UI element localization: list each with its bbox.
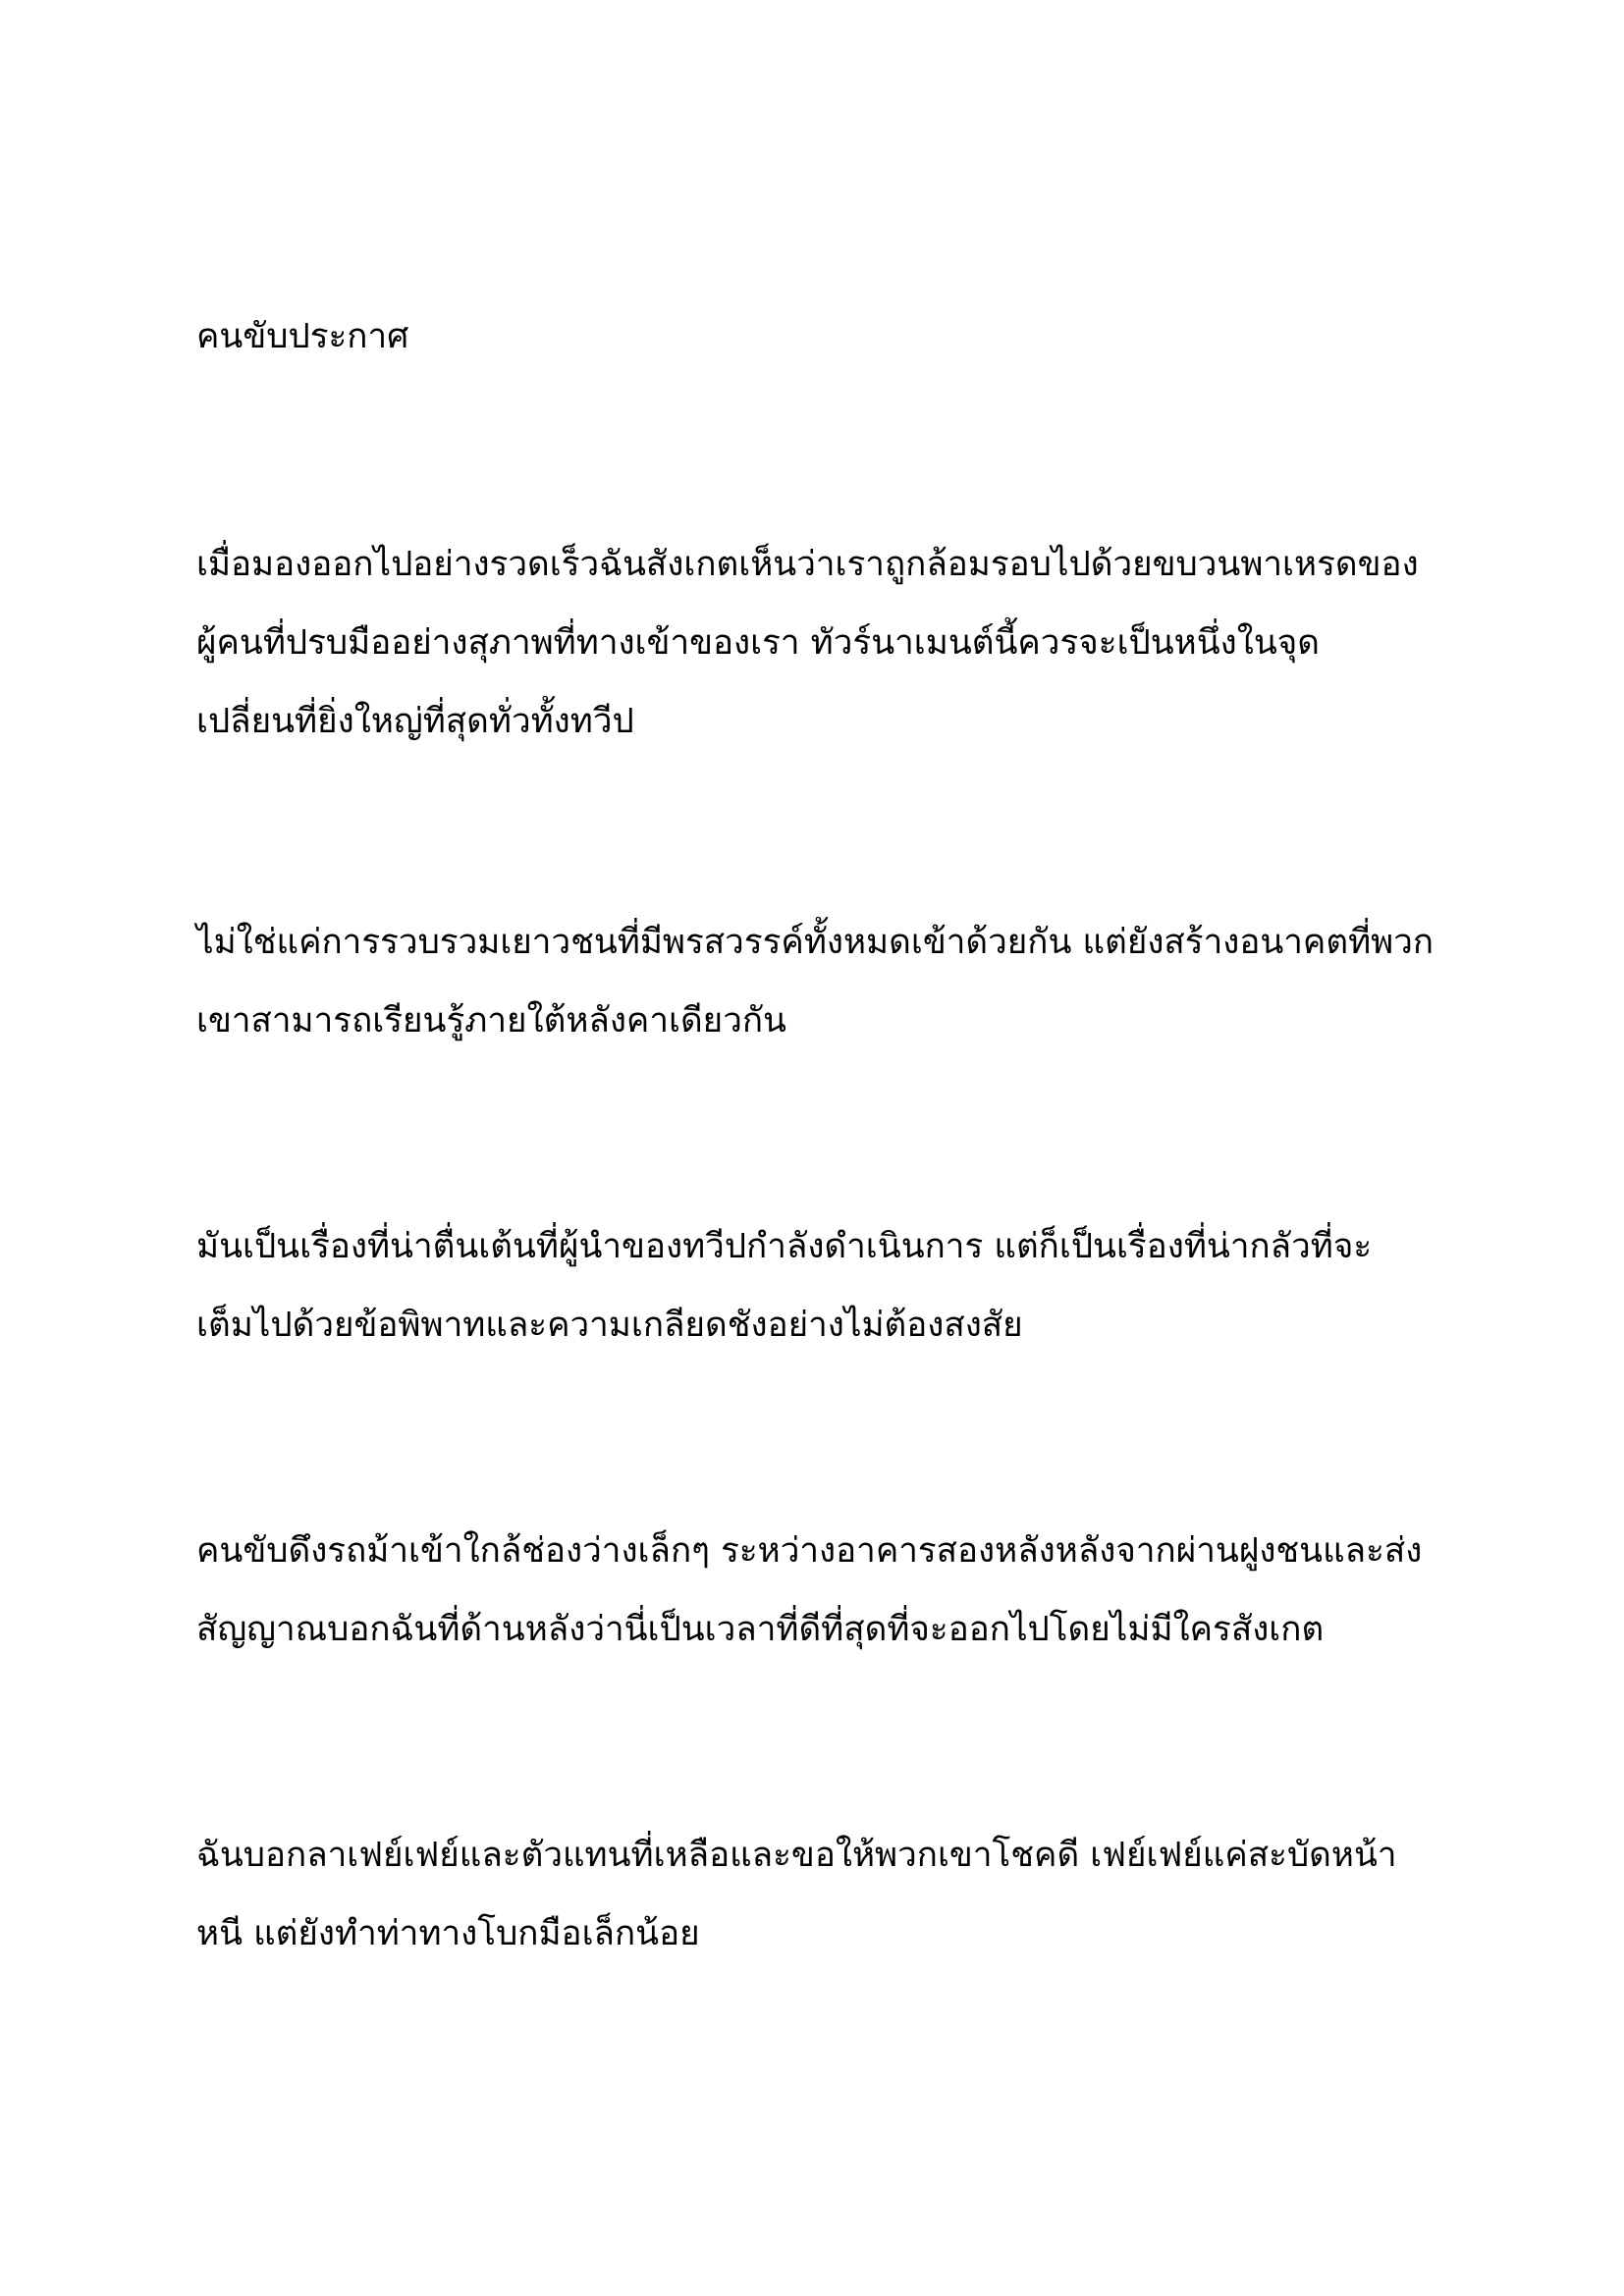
paragraph-line: เมื่อมองออกไปอย่างรวดเร็วฉันสังเกตเห็นว่าเราถูกล้อมรอบไปด้วยขบวนพาเหรดของ <box>196 545 1419 584</box>
document-title <box>196 297 1453 376</box>
paragraph-line: เขาสามารถเรียนรู้ภายใต้หลังคาเดียวกัน <box>196 1001 786 1041</box>
paragraph-line: เปลี่ยนที่ยิ่งใหญ่ที่สุดทั่วทั้งทวีป <box>196 702 634 741</box>
paragraph-line: เต็มไปด้วยข้อพิพาทและความเกลียดชังอย่างไม่ต้องสงสัย <box>196 1306 1023 1345</box>
paragraph-line: ไม่ใช่แค่การรวบรวมเยาวชนที่มีพรสวรรค์ทั้งหมดเข้าด้วยกัน แต่ยังสร้างอนาคตที่พวก <box>196 923 1435 962</box>
paragraph-line: ผู้คนที่ปรบมืออย่างสุภาพที่ทางเข้าของเรา ทัวร์นาเมนต์นี้ควรจะเป็นหนึ่งในจุด <box>196 623 1321 663</box>
title-text: คนขับประกาศ <box>196 317 409 356</box>
paragraph-line: หนี แต่ยังทำท่าทางโบกมือเล็กน้อย <box>196 1914 700 1953</box>
paragraph-2 <box>196 903 1453 1060</box>
paragraph-line: สัญญาณบอกฉันที่ด้านหลังว่านี่เป็นเวลาที่ดีที่สุดที่จะออกไปโดยไม่มีใครสังเกต <box>196 1610 1325 1649</box>
paragraph-line: ฉันบอกลาเฟย์เฟย์และตัวแทนที่เหลือและขอให้พวกเขาโชคดี เฟย์เฟย์แค่สะบัดหน้า <box>196 1836 1397 1875</box>
paragraph-line: มันเป็นเรื่องที่น่าตื่นเต้นที่ผู้นำของทวีปกำลังดำเนินการ แต่ก็เป็นเรื่องที่น่ากลัวที่จะ <box>196 1227 1373 1266</box>
paragraph-5 <box>196 1816 1453 1973</box>
paragraph-3 <box>196 1207 1453 1364</box>
paragraph-1 <box>196 525 1453 761</box>
paragraph-line: คนขับดึงรถม้าเข้าใกล้ช่องว่างเล็กๆ ระหว่างอาคารสองหลังหลังจากผ่านฝูงชนและส่ง <box>196 1531 1423 1571</box>
paragraph-4 <box>196 1512 1453 1669</box>
